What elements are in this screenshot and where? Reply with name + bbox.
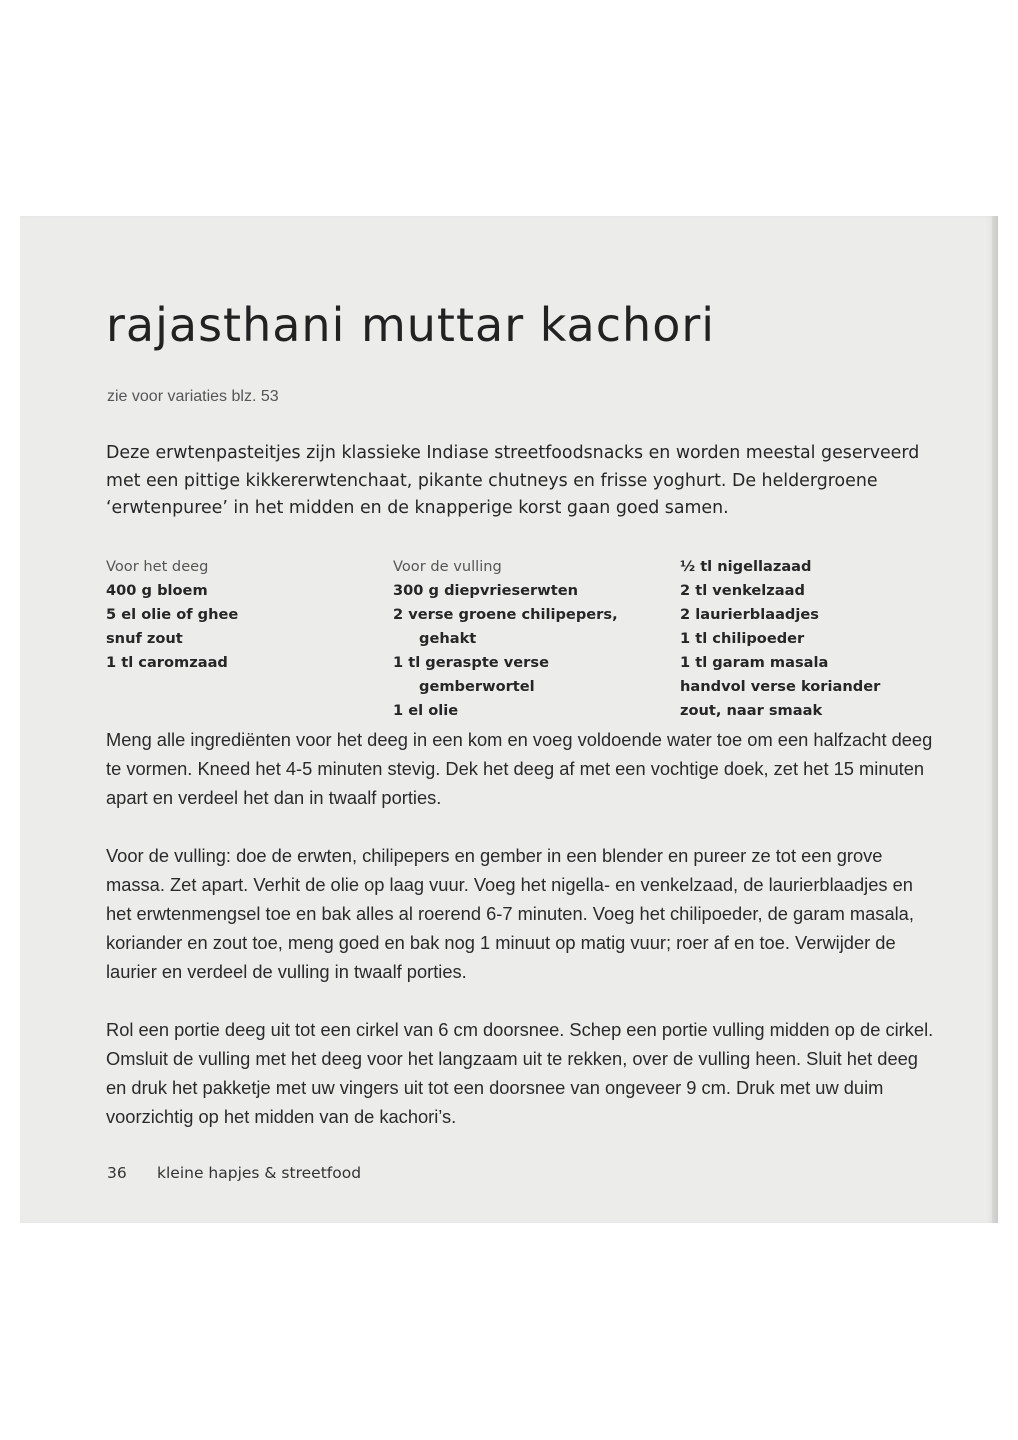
method-step-dough: Meng alle ingrediënten voor het deeg in een kom en voeg voldoende water toe om een halfzacht deeg te vormen. Kneed het 4-5 minuten stevig. Dek het deeg af met een vochtige doek, zet het 15 minuten apart en verdeel het dan in twaalf porties.	[106, 729, 933, 808]
recipe-intro: Deze erwtenpasteitjes zijn klassieke Indiase streetfoodsnacks en worden meestal geserveerd met een pittige kikkererwtenchaat, pikante chutneys en frisse yoghurt. De heldergroene ‘erwtenpuree’ in het midden en de knapperige korst gaan goed samen.	[106, 443, 920, 518]
variations-reference: zie voor variaties blz. 53	[107, 388, 279, 405]
ingredient-item: 1 tl garam masala	[680, 654, 829, 671]
method-step-shaping: Rol een portie deeg uit tot een cirkel van 6 cm doorsnee. Schep een portie vulling midden op de cirkel. Omsluit de vulling met het deeg voor het langzaam uit te rekken, over de vulling heen. Sluit het deeg en druk het pakketje met uw vingers uit tot een doorsnee van ongeveer 9 cm. Druk met uw duim voorzichtig op het midden van de kachori’s.	[106, 1019, 934, 1127]
ingredient-item: 400 g bloem	[106, 582, 208, 599]
method-step-filling: Voor de vulling: doe de erwten, chilipepers en gember in een blender en pureer ze tot een grove massa. Zet apart. Verhit de olie op laag vuur. Voeg het nigella- en venkelzaad, de laurierblaadjes en het erwtenmengsel toe en bak alles al roerend 6-7 minuten. Voeg het chilipoeder, de garam masala, koriander en zout toe, meng goed en bak nog 1 minuut op matig vuur; roer af en toe. Verwijder de laurier en verdeel de vulling in twaalf porties.	[106, 845, 914, 982]
ingredients-dough-column	[106, 555, 366, 675]
ingredient-item: 300 g diepvrieserwten	[393, 582, 579, 599]
ingredient-item: 1 tl chilipoeder	[680, 630, 805, 647]
ingredient-item: 2 verse groene chilipepers, gehakt	[393, 606, 618, 647]
page-footer	[107, 1164, 361, 1182]
ingredients-filling-column	[393, 555, 663, 723]
ingredients-dough-heading: Voor het deeg	[106, 558, 209, 575]
ingredient-item: snuf zout	[106, 630, 183, 647]
ingredient-item: 2 tl venkelzaad	[680, 582, 805, 599]
ingredient-item: 5 el olie of ghee	[106, 606, 239, 623]
scanned-page	[20, 216, 998, 1223]
ingredient-item: zout, naar smaak	[680, 702, 823, 719]
ingredient-item: 2 laurierblaadjes	[680, 606, 819, 623]
page-edge-shadow	[992, 216, 998, 1223]
ingredient-item: ½ tl nigellazaad	[680, 558, 812, 575]
section-name: kleine hapjes & streetfood	[157, 1164, 362, 1182]
ingredient-item: 1 tl geraspte verse gemberwortel	[393, 654, 549, 695]
ingredients-spices-column	[680, 555, 950, 723]
ingredient-item: 1 el olie	[393, 702, 459, 719]
recipe-title: rajasthani muttar kachori	[106, 298, 716, 352]
ingredients-filling-heading: Voor de vulling	[393, 558, 502, 575]
ingredient-item: 1 tl caromzaad	[106, 654, 228, 671]
ingredient-item: handvol verse koriander	[680, 678, 881, 695]
page-number: 36	[107, 1164, 127, 1182]
